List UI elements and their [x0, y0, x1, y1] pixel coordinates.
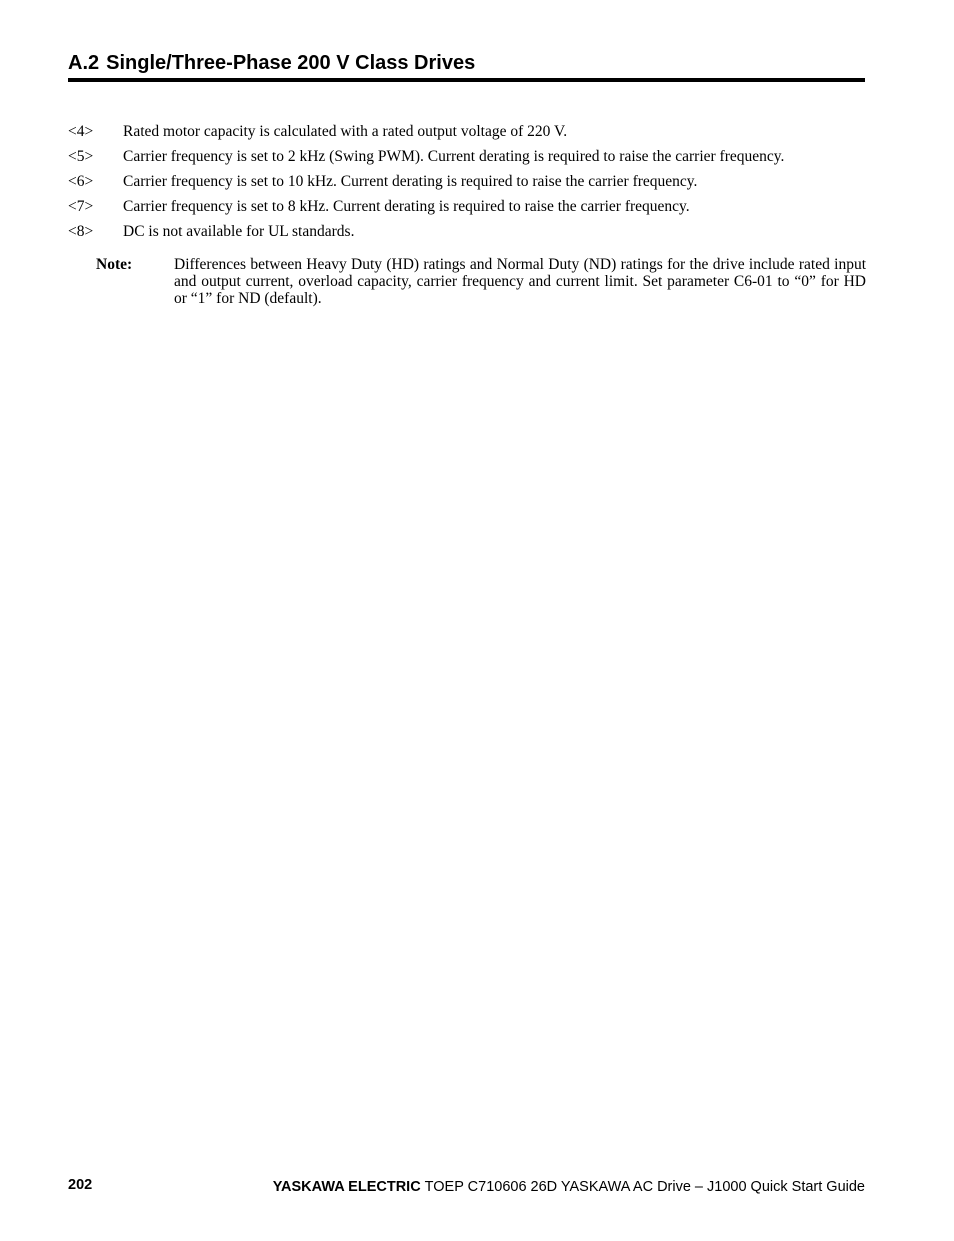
note-label: Note: [96, 256, 133, 273]
footnote-text: Rated motor capacity is calculated with a rated output voltage of 220 V. [123, 123, 568, 140]
section-header [68, 50, 865, 82]
footnote-mark: <8> [68, 223, 94, 240]
note-text: Differences between Heavy Duty (HD) ratings and Normal Duty (ND) ratings for the drive include rated input and output current, overload capacity, carrier frequency and current limit. Set parameter C6-01 to “0” for HD or “1” for ND (default). [174, 256, 866, 307]
section-title-text: Single/Three-Phase 200 V Class Drives [106, 52, 476, 74]
footnote-item [68, 221, 865, 246]
footnote-list [68, 121, 865, 246]
footer-document: TOEP C710606 26D YASKAWA AC Drive – J1000 Quick Start Guide [424, 1179, 865, 1195]
footer-brand: YASKAWA ELECTRIC [272, 1179, 421, 1195]
footnote-text: DC is not available for UL standards. [123, 223, 355, 240]
footnote-text: Carrier frequency is set to 2 kHz (Swing PWM). Current derating is required to raise the carrier frequency. [123, 148, 785, 165]
footnote-item [68, 196, 865, 221]
footnote-mark: <4> [68, 123, 94, 140]
note-block [96, 256, 866, 307]
footnote-mark: <7> [68, 198, 94, 215]
page-number: 202 [68, 1177, 93, 1193]
footnote-text: Carrier frequency is set to 8 kHz. Current derating is required to raise the carrier frequency. [123, 198, 690, 215]
footnote-text: Carrier frequency is set to 10 kHz. Current derating is required to raise the carrier frequency. [123, 173, 698, 190]
section-title [68, 50, 865, 76]
footnote-item [68, 171, 865, 196]
footer-document-title [273, 1179, 865, 1195]
page-footer [68, 1177, 865, 1199]
header-rule [68, 78, 865, 82]
section-number: A.2 [68, 52, 100, 74]
footnote-item [68, 146, 865, 171]
footnote-mark: <6> [68, 173, 94, 190]
footnote-item [68, 121, 865, 146]
footnote-mark: <5> [68, 148, 94, 165]
